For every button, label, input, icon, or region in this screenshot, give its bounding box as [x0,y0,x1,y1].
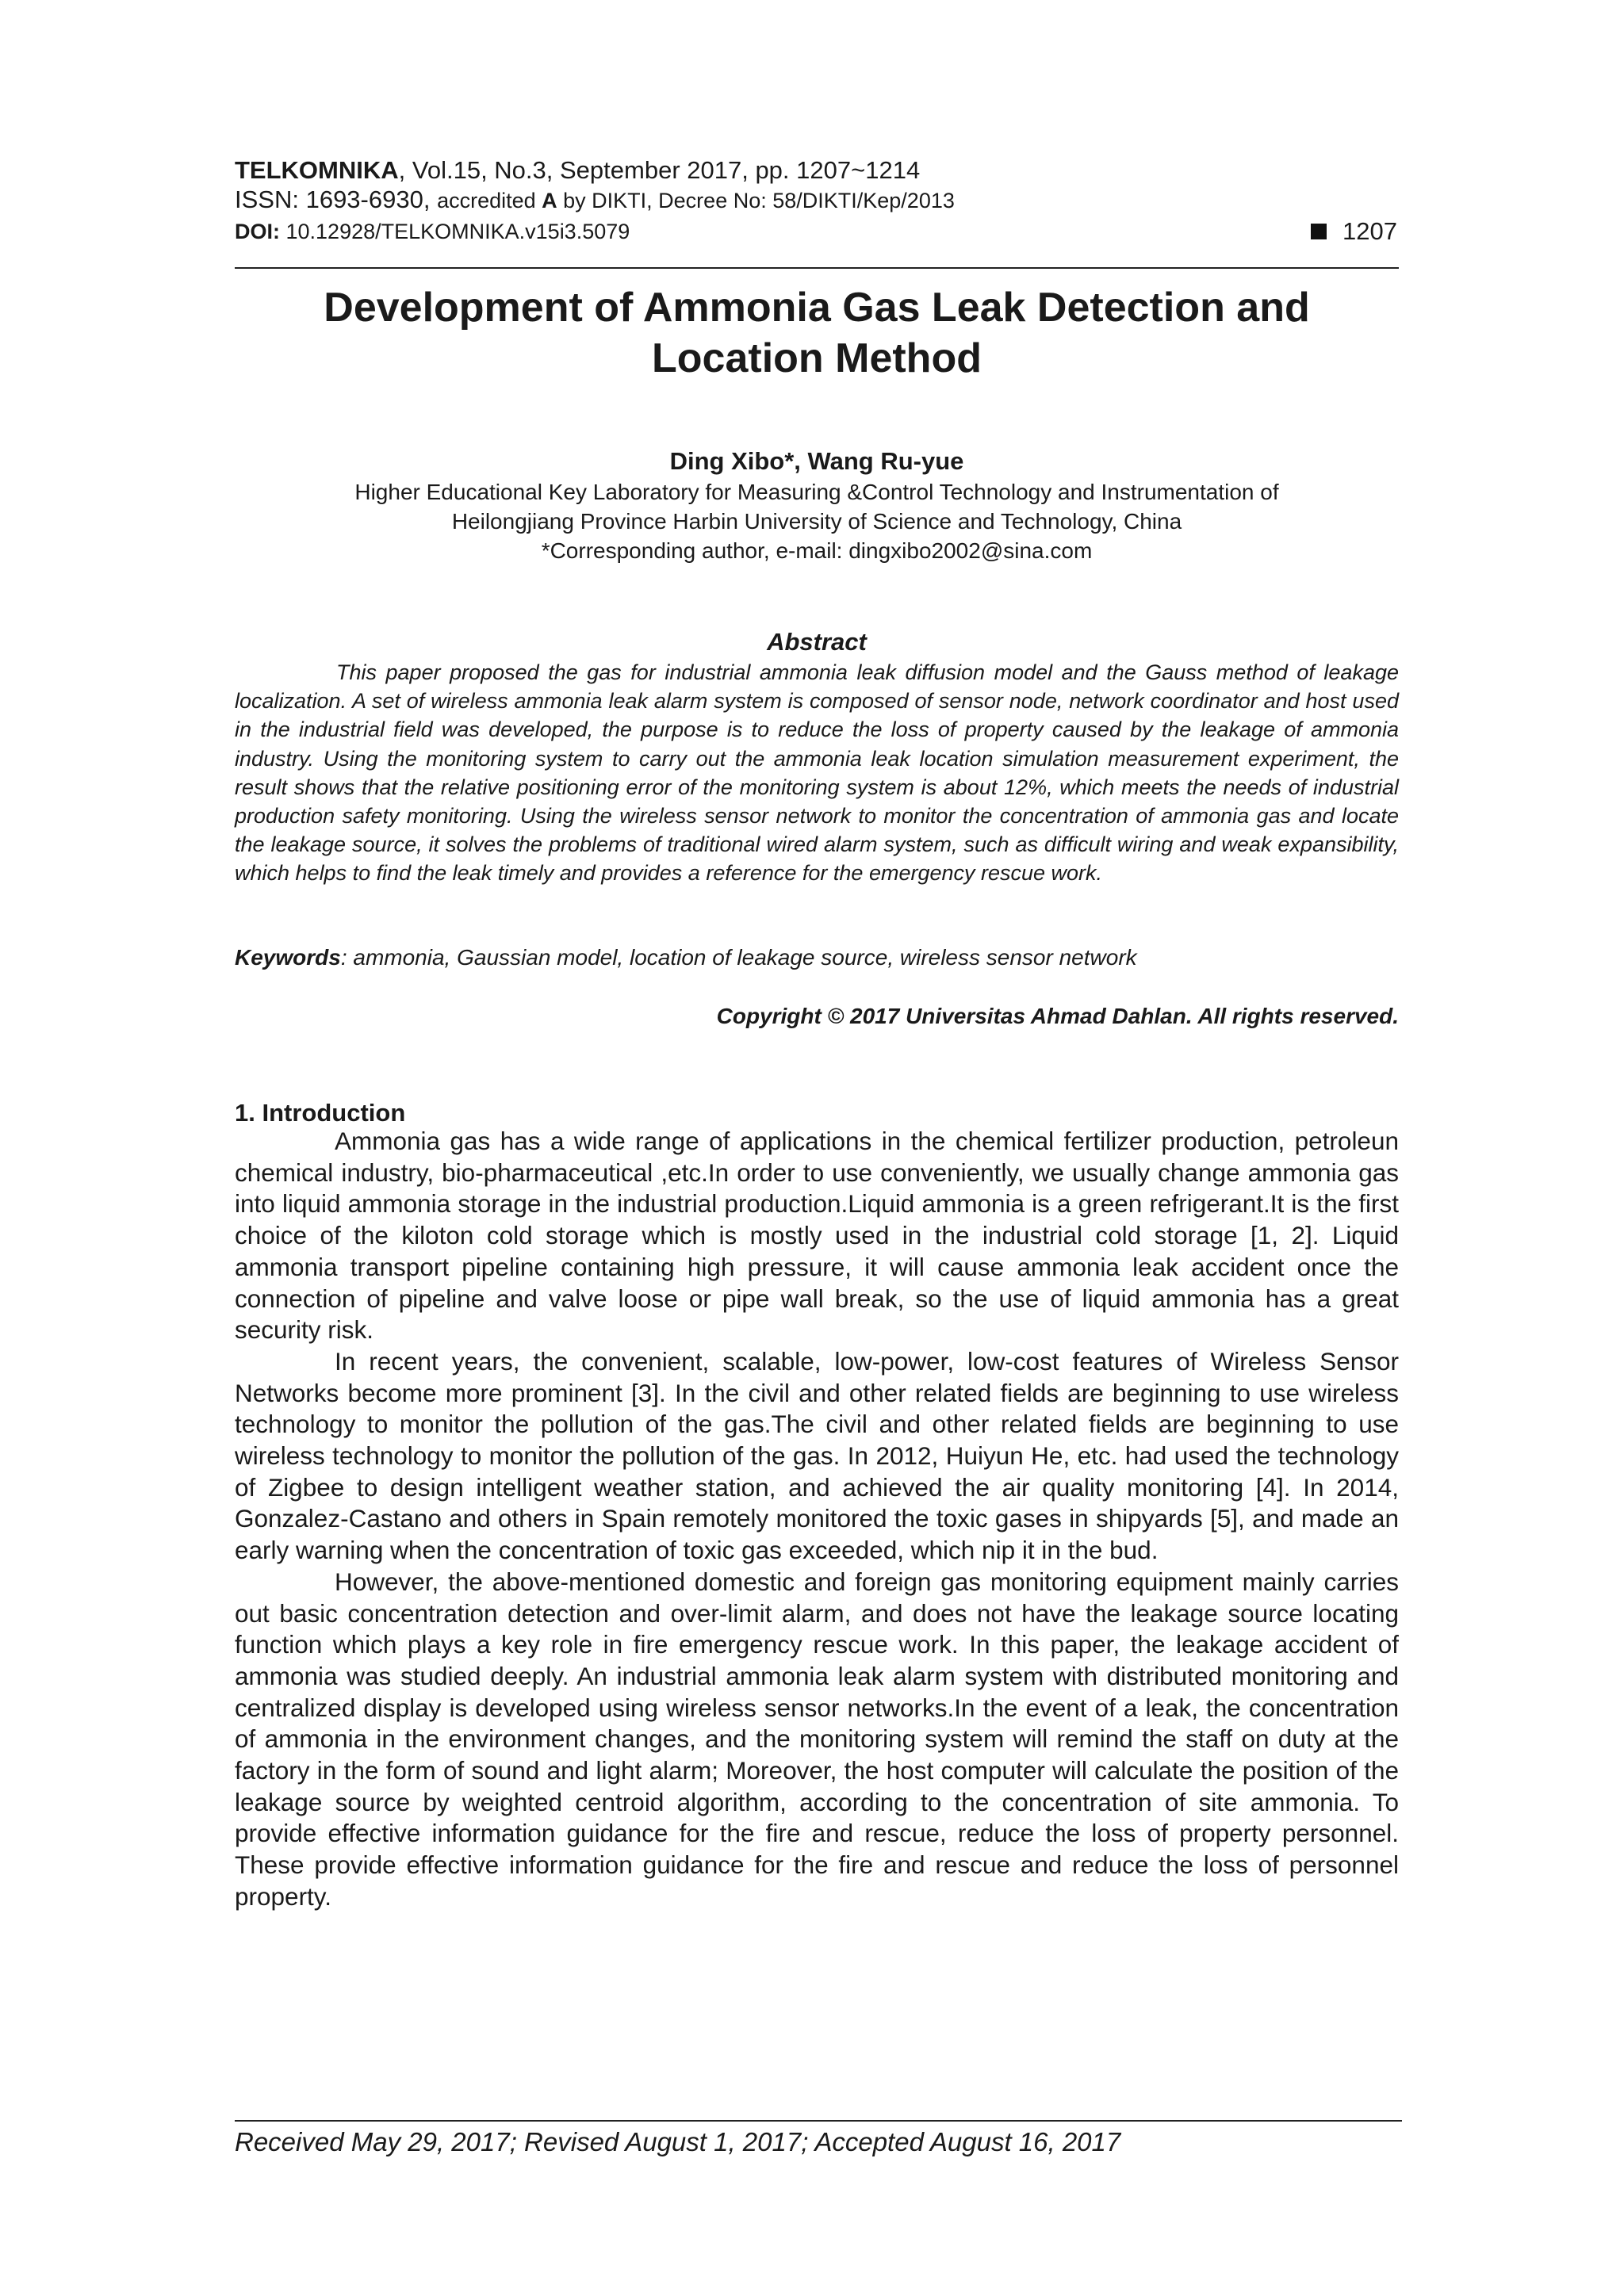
affiliation [235,477,1399,565]
accreditation-grade: A [542,189,557,212]
introduction-body [235,1126,1399,1913]
abstract-heading: Abstract [767,628,867,656]
issn-number: 1693-6930, [298,186,438,213]
doi-label: DOI: [235,220,280,243]
issn-label: ISSN: [235,186,299,213]
authors: Ding Xibo*, Wang Ru-yue [669,447,964,475]
doi-line [235,216,1402,247]
affiliation-line-2: Heilongjiang Province Harbin University of Science and Technology, China [451,509,1182,534]
header-rule [235,267,1399,269]
keywords-list: : ammonia, Gaussian model, location of leakage source, wireless sensor network [340,945,1137,970]
journal-citation [235,155,1402,185]
body-paragraph: In recent years, the convenient, scalable, low-power, low-cost features of Wireless Sensor Networks become more prominent [3]. In the civil and other related fields are beginning to use wireless technology to monitor the pollution of the gas.The civil and other related fields are beginning to use wireless technology to monitor the pollution of the gas. In 2012, Huiyun He, etc. had used the technology of Zigbee to design intelligent weather station, and achieved the air quality monitoring [4]. In 2014, Gonzalez-Castano and others in Spain remotely monitored the toxic gases in shipyards [5], and made an early warning when the concentration of toxic gas exceeded, which nip it in the bud. [235,1346,1399,1565]
abstract-text: This paper proposed the gas for industrial ammonia leak diffusion model and the Gauss method of leakage localization. A set of wireless ammonia leak alarm system is composed of sensor node, network coordinator and host used in the industrial field was developed, the purpose is to reduce the loss of property caused by the leakage of ammonia industry. Using the monitoring system to carry out the ammonia leak location simulation measurement experiment, the result shows that the relative positioning error of the monitoring system is about 12%, which meets the needs of industrial production safety monitoring. Using the wireless sensor network to monitor the concentration of ammonia gas and locate the leakage source, it solves the problems of traditional wired alarm system, such as difficult wiring and weak expansibility, which helps to find the leak timely and provides a reference for the emergency rescue work. [235,660,1399,886]
issn-line [235,185,1402,216]
page-number-group [1311,216,1402,246]
accreditation-decree: by DIKTI, Decree No: 58/DIKTI/Kep/2013 [557,189,955,212]
title-line-2: Location Method [652,335,982,381]
journal-name: TELKOMNIKA [235,156,399,184]
body-paragraph: However, the above-mentioned domestic and foreign gas monitoring equipment mainly carries out basic concentration detection and over-limit alarm, and does not have the leakage source locating function which plays a key role in fire emergency rescue work. In this paper, the leakage accident of ammonia was studied deeply. An industrial ammonia leak alarm system with distributed monitoring and centralized display is developed using wireless sensor networks.In the event of a leak, the concentration of ammonia in the environment changes, and the monitoring system will remind the staff on duty at the factory in the form of sound and light alarm; Moreover, the host computer will calculate the position of the leakage source by weighted centroid algorithm, according to the concentration of site ammonia. To provide effective information guidance for the fire and rescue, reduce the loss of property personnel. These provide effective information guidance for the fire and rescue and reduce the loss of personnel property. [235,1567,1399,1911]
keywords-label: Keywords [235,945,341,970]
footer-rule [235,2120,1402,2122]
keywords [235,943,1399,972]
paper-title [235,282,1399,384]
doi-value: 10.12928/TELKOMNIKA.v15i3.5079 [280,220,630,243]
journal-header [235,155,1402,247]
affiliation-line-1: Higher Educational Key Laboratory for Measuring &Control Technology and Instrumentation of [354,480,1279,504]
copyright-notice: Copyright © 2017 Universitas Ahmad Dahlan. All rights reserved. [716,1004,1399,1028]
corresponding-author: *Corresponding author, e-mail: dingxibo2002@sina.com [541,538,1093,563]
title-line-1: Development of Ammonia Gas Leak Detection and [324,285,1310,331]
section-heading-introduction: 1. Introduction [235,1099,406,1127]
accreditation-prefix: accredited [437,189,542,212]
square-bullet-icon [1311,224,1327,239]
body-paragraph: Ammonia gas has a wide range of applications in the chemical fertilizer production, petroleun chemical industry, bio-pharmaceutical ,etc.In order to use conveniently, we usually change ammonia gas into liquid ammonia storage in the industrial production.Liquid ammonia is a green refrigerant.It is the first choice of the kiloton cold storage which is mostly used in the industrial cold storage [1, 2]. Liquid ammonia transport pipeline containing high pressure, it will cause ammonia leak accident once the connection of pipeline and valve loose or pipe wall break, so the use of liquid ammonia has a great security risk. [235,1127,1399,1345]
doi [235,216,630,247]
page-number: 1207 [1342,217,1397,245]
journal-volume-info: , Vol.15, No.3, September 2017, pp. 1207~1214 [398,156,921,184]
received-dates: Received May 29, 2017; Revised August 1, 2017; Accepted August 16, 2017 [235,2127,1121,2156]
